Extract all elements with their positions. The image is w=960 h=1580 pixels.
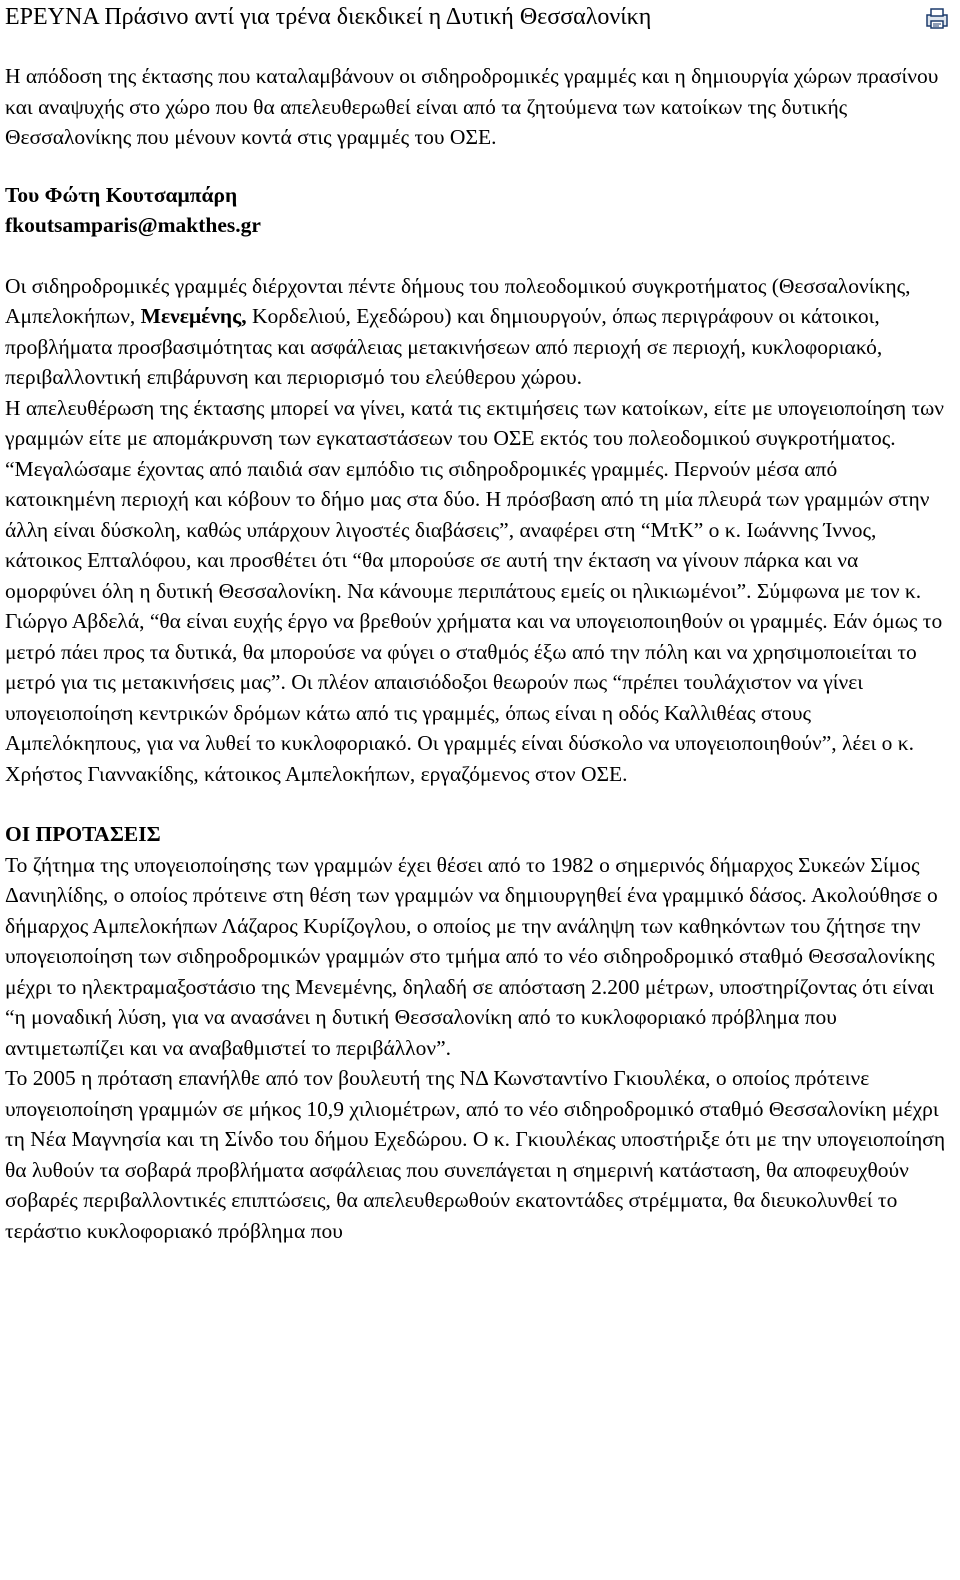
paragraph-1-end: Κορδελιού, Εχεδώρου) και δημιουργούν, όπως περιγράφουν οι κάτοικοι, προβλήματα προσβασιμότητας και ασφάλειας μετακινήσεων από περιοχή σε περιοχή, κυκλοφοριακό, περιβαλλοντική επιβάρυνση και περιορισμό του ελεύθερου χώρου.: [5, 304, 883, 389]
article-title: ΕΡΕΥΝΑ Πράσινο αντί για τρένα διεκδικεί η Δυτική Θεσσαλονίκη: [5, 4, 652, 30]
paragraph-1-bold: Μενεμένης,: [140, 304, 247, 328]
author-email: fkoutsamparis@makthes.gr: [5, 213, 261, 237]
lead-paragraph: Η απόδοση της έκτασης που καταλαμβάνουν οι σιδηροδρομικές γραμμές και η δημιουργία χώρων πρασίνου και αναψυχής στο χώρο που θα απελευθερωθεί είναι από τα ζητούμενα των κατοίκων της δυτικής Θεσσαλονίκης που μένουν κοντά στις γραμμές του ΟΣΕ.: [5, 64, 939, 149]
title-row: [5, 0, 949, 32]
print-icon[interactable]: [925, 6, 949, 30]
paragraph-2: Η απελευθέρωση της έκτασης μπορεί να γίνει, κατά τις εκτιμήσεις των κατοίκων, είτε με υπογειοποίηση των γραμμών είτε με απομάκρυνση των εγκαταστάσεων του ΟΣΕ εκτός του πολεοδομικού συγκροτήματος.: [5, 395, 944, 450]
section-heading: ΟΙ ΠΡΟΤΑΣΕΙΣ: [5, 822, 161, 846]
paragraph-5: Το 2005 η πρόταση επανήλθε από τον βουλευτή της ΝΔ Κωνσταντίνο Γκιουλέκα, ο οποίος πρότεινε υπογειοποίηση γραμμών σε μήκος 10,9 χιλιομέτρων, από το νέο σιδηροδρομικό σταθμό Θεσσαλονίκη μέχρι τη Νέα Μαγνησία και τη Σίνδο του δήμου Εχεδώρου. Ο κ. Γκιουλέκας υποστήριξε ότι με την υπογειοποίηση θα λυθούν τα σοβαρά προβλήματα ασφάλειας που συνεπάγεται η σημερινή κατάσταση, θα αποφευχθούν σοβαρές περιβαλλοντικές επιπτώσεις, θα απελευθερωθούν εκατοντάδες στρέμματα, θα διευκολυνθεί το τεράστιο κυκλοφοριακό πρόβλημα που: [5, 1066, 946, 1243]
byline: [5, 180, 949, 241]
article: [5, 0, 949, 1246]
paragraph-4: Το ζήτημα της υπογειοποίησης των γραμμών έχει θέσει από το 1982 ο σημερινός δήμαρχος Συκεών Σίμος Δανιηλίδης, ο οποίος πρότεινε στη θέση των γραμμών να δημιουργηθεί ένα γραμμικό δάσος. Ακολούθησε ο δήμαρχος Αμπελοκήπων Λάζαρος Κυρίζογλου, ο οποίος με την ανάληψη των καθηκόντων του ζήτησε την υπογειοποίηση των σιδηροδρομικών γραμμών στο τμήμα από το νέο σιδηροδρομικό σταθμό Θεσσαλονίκης μέχρι το ηλεκτραμαξοστάσιο της Μενεμένης, δηλαδή σε απόσταση 2.200 μέτρων, υποστηρίζοντας ότι είναι “η μοναδική λύση, για να ανασάνει η δυτική Θεσσαλονίκη από το κυκλοφοριακό πρόβλημα που αντιμετωπίζει και να αναβαθμιστεί το περιβάλλον”.: [5, 852, 938, 1060]
paragraph-1-start: Οι σιδηροδρομικές γραμμές διέρχονται πέντε δήμους του πολεοδομικού συγκροτήματος (Θεσσαλονίκης, Αμπελοκήπων,: [5, 273, 911, 328]
paragraph-3: “Μεγαλώσαμε έχοντας από παιδιά σαν εμπόδιο τις σιδηροδρομικές γραμμές. Περνούν μέσα από κατοικημένη περιοχή και κόβουν το δήμο μας στα δύο. Η πρόσβαση από τη μία πλευρά των γραμμών στην άλλη είναι δύσκολη, καθώς υπάρχουν λιγοστές διαβάσεις”, αναφέρει στη “ΜτΚ” ο κ. Ιωάννης Ίννος, κάτοικος Επταλόφου, και προσθέτει ότι “θα μπορούσε σε αυτή την έκταση να γίνουν πάρκα και να ομορφύνει όλη η δυτική Θεσσαλονίκη. Να κάνουμε περιπάτους εμείς οι ηλικιωμένοι”. Σύμφωνα με τον κ. Γιώργο Αβδελά, “θα είναι ευχής έργο να βρεθούν χρήματα και να υπογειοποιηθούν οι γραμμές. Εάν όμως το μετρό πάει προς τα δυτικά, θα μπορούσε να φύγει ο σταθμός έξω από την πόλη και να χρησιμοποιείται το μετρό για τις μετακινήσεις μας”. Οι πλέον απαισιόδοξοι θεωρούν πως “πρέπει τουλάχιστον να γίνει υπογειοποίηση κεντρικών δρόμων κάτω από τις γραμμές, όπως είναι η οδός Καλλιθέας στους Αμπελόκηπους, για να λυθεί το κυκλοφοριακό. Οι γραμμές είναι δύσκολο να υπογειοποιηθούν”, λέει ο κ. Χρήστος Γιαννακίδης, κάτοικος Αμπελοκήπων, εργαζόμενος στον ΟΣΕ.: [5, 456, 943, 786]
print-icon-graphic: [925, 6, 949, 30]
paragraph-1: [5, 271, 949, 393]
author-name: Του Φώτη Κουτσαμπάρη: [5, 182, 238, 207]
